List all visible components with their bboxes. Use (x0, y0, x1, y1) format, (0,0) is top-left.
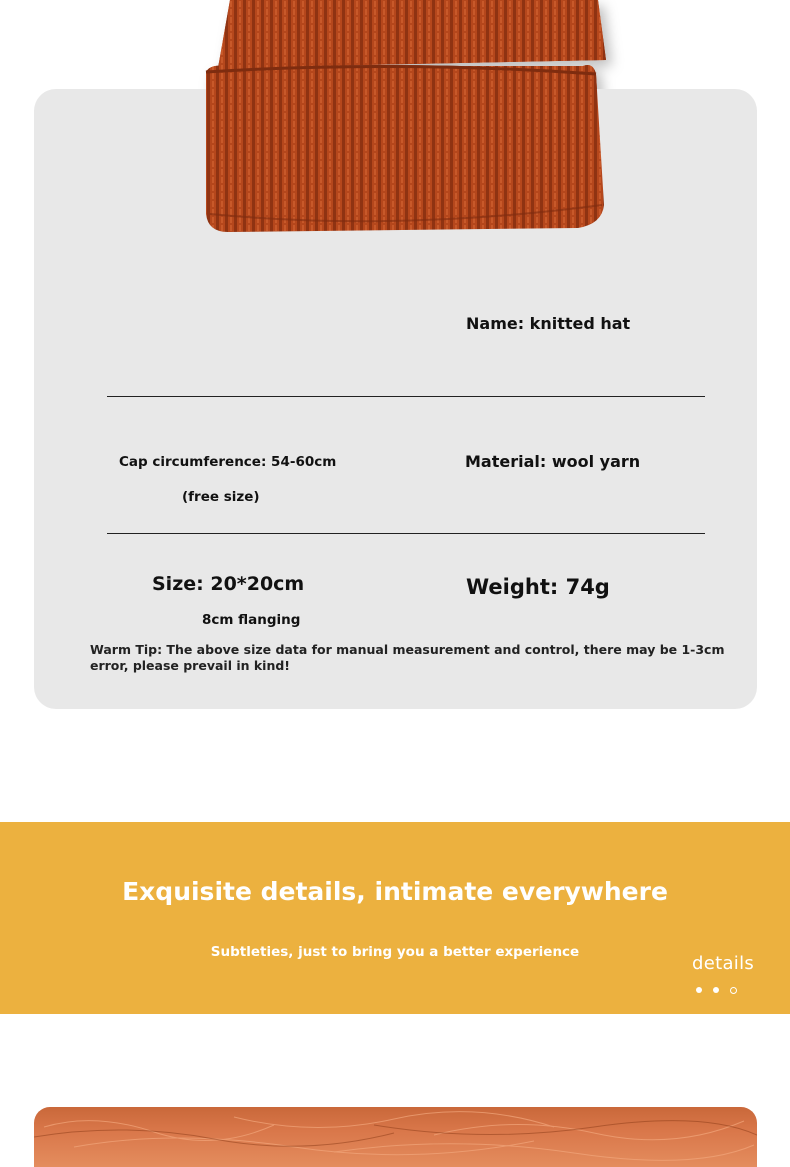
carousel-dot (730, 987, 737, 994)
knit-texture-closeup-image (34, 1107, 757, 1167)
spec-weight: Weight: 74g (466, 575, 610, 599)
knitted-hat-cuff-image (198, 0, 628, 240)
carousel-dot (696, 987, 702, 993)
spec-flanging: 8cm flanging (202, 612, 301, 628)
divider (107, 533, 705, 534)
spec-material: Material: wool yarn (465, 452, 641, 471)
banner-subtitle: Subtleties, just to bring you a better experience (210, 944, 580, 960)
fur-texture-icon (34, 1107, 757, 1167)
warm-tip: Warm Tip: The above size data for manual measurement and control, there may be 1-3cm error, please prevail in kind! (90, 642, 725, 673)
spec-free-size: (free size) (182, 489, 260, 505)
details-banner (0, 822, 790, 1014)
carousel-dot (713, 987, 719, 993)
spec-name: Name: knitted hat (466, 314, 631, 333)
spec-circumference: Cap circumference: 54-60cm (119, 454, 337, 470)
divider (107, 396, 705, 397)
banner-title: Exquisite details, intimate everywhere (122, 877, 668, 906)
spec-size: Size: 20*20cm (152, 573, 305, 595)
details-label: details (692, 953, 755, 974)
